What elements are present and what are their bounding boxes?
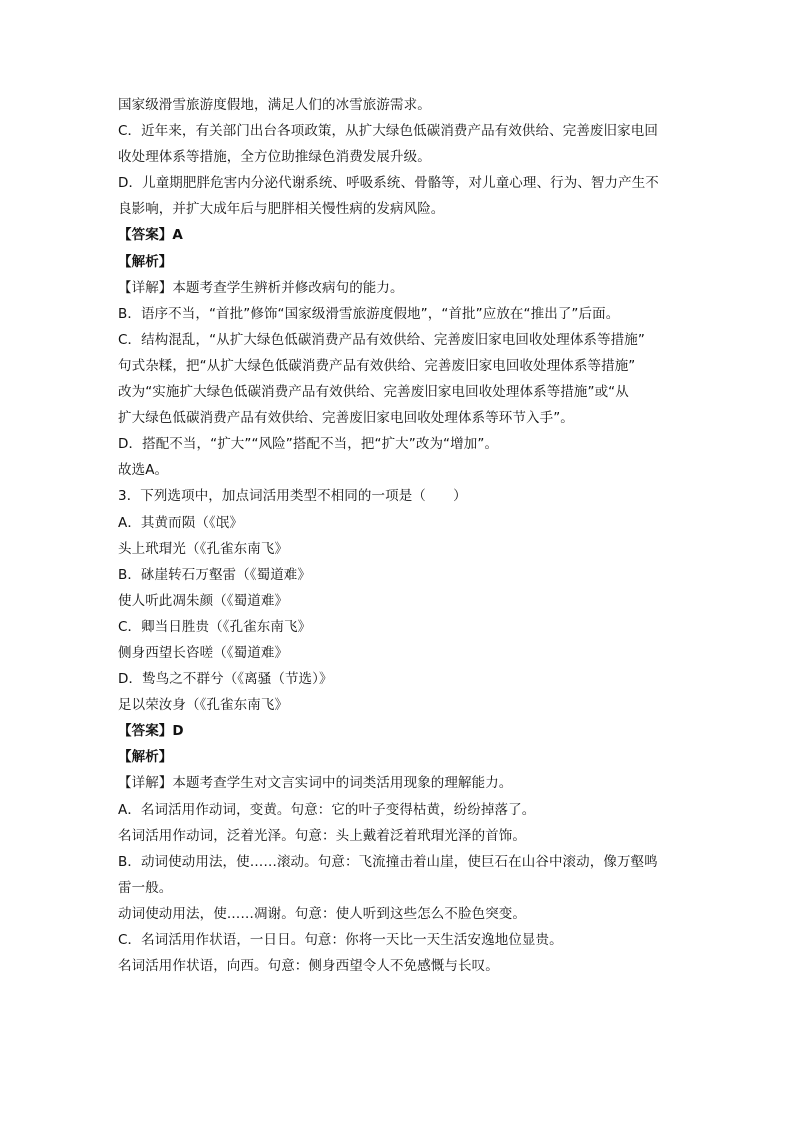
analysis-heading: 【解析】 — [118, 749, 173, 766]
text-line: 改为“实施扩大绿色低碳消费产品有效供给、完善废旧家电回收处理体系等措施”或“从 — [118, 384, 629, 401]
text-line: C．名词活用作状语，一日日。句意：你将一天比一天生活安逸地位显贵。 — [118, 932, 563, 948]
text-line: C．近年来，有关部门出台各项政策，从扩大绿色低碳消费产品有效供给、完善废旧家电回 — [118, 123, 658, 140]
option-d-line-2: 足以荣汝身（《孔雀东南飞》 — [118, 697, 289, 714]
option-b-line-2: 使人听此凋朱颜（《蜀道难》 — [118, 592, 289, 609]
text-line: 扩大绿色低碳消费产品有效供给、完善废旧家电回收处理体系等环节入手”。 — [118, 410, 574, 427]
answer-heading: 【答案】A — [118, 227, 183, 244]
question-3: 3．下列选项中，加点词活用类型不相同的一项是（ ） — [118, 488, 467, 505]
option-c-line-1: C．卿当日胜贵（《孔雀东南飞》 — [118, 618, 312, 635]
option-c-line-2: 侧身西望长咨嗟（《蜀道难》 — [118, 644, 289, 661]
text-line: D．儿童期肥胖危害内分泌代谢系统、呼吸系统、骨骼等，对儿童心理、行为、智力产生不 — [118, 175, 659, 192]
option-d-line-1: D．鸷鸟之不群兮（《离骚（节选）》 — [118, 671, 333, 688]
text-line: 句式杂糅，把“从扩大绿色低碳消费产品有效供给、完善废旧家电回收处理体系等措施” — [118, 357, 636, 374]
detail-line: 【详解】本题考查学生辨析并修改病句的能力。 — [118, 279, 404, 296]
option-a-line-1: A．其黄而陨（《氓》 — [118, 514, 243, 531]
text-line: C．结构混乱，“从扩大绿色低碳消费产品有效供给、完善废旧家电回收处理体系等措施” — [118, 331, 645, 348]
text-line: B．语序不当，“首批”修饰“国家级滑雪旅游度假地”，“首批”应放在“推出了”后面。 — [118, 305, 620, 322]
detail-line: 【详解】本题考查学生对文言实词中的词类活用现象的理解能力。 — [118, 775, 513, 792]
text-line: D．搭配不当，“扩大”“风险”搭配不当，把“扩大”改为“增加”。 — [118, 436, 499, 453]
option-a-line-2: 头上玳瑁光（《孔雀东南飞》 — [118, 540, 289, 557]
analysis-heading: 【解析】 — [118, 253, 173, 270]
text-line: 收处理体系等措施，全方位助推绿色消费发展升级。 — [118, 149, 431, 166]
text-line: 故选A。 — [118, 462, 169, 479]
answer-heading: 【答案】D — [118, 723, 184, 740]
text-line: 雷一般。 — [118, 879, 173, 896]
option-b-line-1: B．砯崖转石万壑雷（《蜀道难》 — [118, 566, 312, 583]
document-page — [118, 92, 678, 979]
text-line: B．动词使动用法，使……滚动。句意：飞流撞击着山崖，使巨石在山谷中滚动，像万壑鸣 — [118, 853, 658, 870]
text-line: 名词活用作动词，泛着光泽。句意：头上戴着泛着玳瑁光泽的首饰。 — [118, 827, 526, 844]
text-line: 动词使动用法，使……凋谢。句意：使人听到这些怎么不脸色突变。 — [118, 905, 526, 922]
text-line: A．名词活用作动词，变黄。句意：它的叶子变得枯黄，纷纷掉落了。 — [118, 801, 536, 818]
text-line: 良影响，并扩大成年后与肥胖相关慢性病的发病风险。 — [118, 201, 445, 218]
text-line: 国家级滑雪旅游度假地，满足人们的冰雪旅游需求。 — [118, 97, 431, 113]
text-line: 名词活用作状语，向西。句意：侧身西望令人不免感慨与长叹。 — [118, 958, 499, 975]
